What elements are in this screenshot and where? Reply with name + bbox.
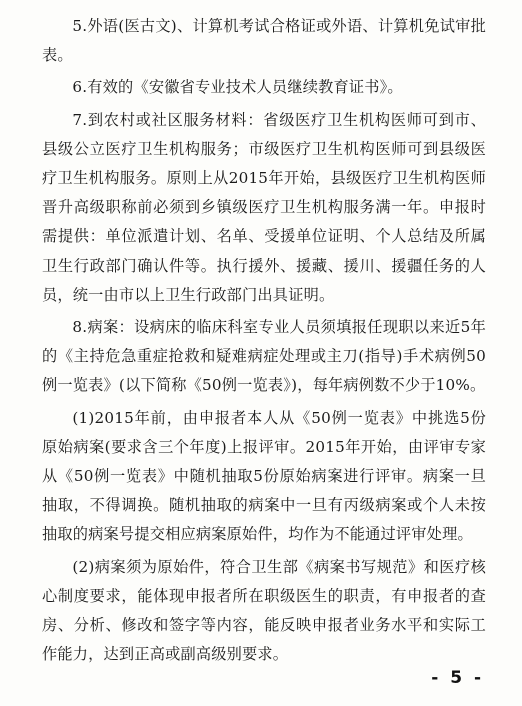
paragraph-item-5: 5.外语(医古文)、计算机考试合格证或外语、计算机免试审批表。 xyxy=(42,17,486,65)
paragraph-subitem-1: (1)2015年前，由申报者本人从《50例一览表》中挑选5份原始病案(要求含三个年度)上报评审。2015年开始，由评审专家从《50例一览表》中随机抽取5份原始病案进行评审。病案一旦抽取，不得调换。随机抽取的病案中一旦有丙级病案或个人未按抽取的病案号提交相应病案原始件，均作为不能通过评审处理。 xyxy=(42,408,486,544)
paragraph-item-6: 6.有效的《安徽省专业技术人员继续教育证书》。 xyxy=(72,78,403,97)
paragraph-item-7: 7.到农村或社区服务材料：省级医疗卫生机构医师可到市、县级公立医疗卫生机构服务；市级医疗卫生机构医师可到县级医疗卫生机构服务。原则上从2015年开始，县级医疗卫生机构医师晋升高级职称前必须到乡镇级医疗卫生机构服务满一年。申报时需提供：单位派遣计划、名单、受援单位证明、个人总结及所属卫生行政部门确认件等。执行援外、援藏、援川、援疆任务的人员，统一由市以上卫生行政部门出具证明。 xyxy=(42,110,486,304)
page-number: - 5 - xyxy=(431,668,484,688)
document-body xyxy=(42,12,486,669)
paragraph-item-8: 8.病案：设病床的临床科室专业人员须填报任现职以来近5年的《主持危急重症抢救和疑难病症处理或主刀(指导)手术病例50例一览表》(以下简称《50例一览表》)，每年病例数不少于10%。 xyxy=(42,318,486,395)
paragraph-subitem-2: (2)病案须为原始件，符合卫生部《病案书写规范》和医疗核心制度要求，能体现申报者所在职级医生的职责，有申报者的查房、分析、修改和签字等内容，能反映申报者业务水平和实际工作能力，达到正高或副高级别要求。 xyxy=(42,557,486,664)
